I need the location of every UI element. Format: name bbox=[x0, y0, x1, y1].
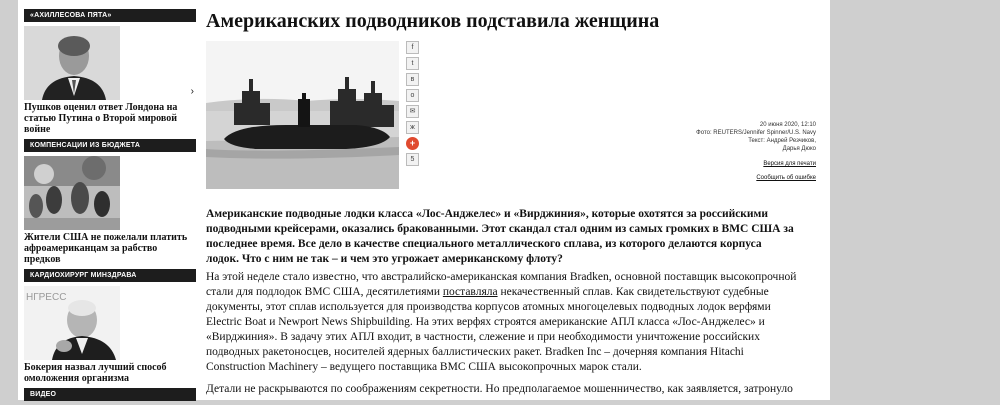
portrait-elder-icon[interactable] bbox=[24, 286, 120, 360]
odnoklassniki-icon[interactable]: о bbox=[406, 89, 419, 102]
vk-icon[interactable]: в bbox=[406, 73, 419, 86]
mail-icon[interactable]: ✉ bbox=[406, 105, 419, 118]
sidebar-heading[interactable]: КАРДИОХИРУРГ МИНЗДРАВА bbox=[24, 269, 196, 282]
article-date: 20 июня 2020, 12:10 bbox=[759, 122, 816, 128]
text-credit: Текст: Андрей Резчиков, bbox=[748, 138, 816, 144]
page bbox=[18, 0, 830, 400]
sidebar-news-item[interactable] bbox=[24, 9, 196, 135]
sidebar-caption[interactable]: Жители США не пожелали платить афроамериканцам за рабство предков bbox=[24, 232, 188, 265]
article-title: Американских подводников подставила женщина bbox=[206, 10, 660, 32]
article-meta bbox=[696, 121, 816, 153]
sidebar-heading[interactable]: ВИДЕО bbox=[24, 388, 196, 401]
sidebar-caption[interactable]: Бокерия назвал лучший способ омоложения организма bbox=[24, 362, 167, 384]
submarine-with-tugboats-photo[interactable] bbox=[206, 41, 399, 189]
more-share-icon[interactable]: + bbox=[406, 137, 419, 150]
paragraph-text: На этой неделе стало известно, что австралийско-американская компания Bradken, основной поставщик высокопрочной стали для подлодок ВМС США, десятилетиями bbox=[206, 271, 797, 298]
sidebar bbox=[24, 9, 196, 405]
sidebar-news-item[interactable] bbox=[24, 139, 196, 265]
inline-link[interactable]: поставляла bbox=[442, 286, 498, 298]
street-crowd-icon[interactable] bbox=[24, 156, 120, 230]
article-paragraph bbox=[206, 270, 806, 375]
print-version-link[interactable]: Версия для печати bbox=[763, 161, 816, 167]
article-tools bbox=[756, 157, 816, 185]
twitter-icon[interactable]: t bbox=[406, 57, 419, 70]
chevron-right-icon[interactable]: › bbox=[190, 86, 194, 97]
livejournal-icon[interactable]: ж bbox=[406, 121, 419, 134]
sidebar-heading[interactable]: КОМПЕНСАЦИИ ИЗ БЮДЖЕТА bbox=[24, 139, 196, 152]
portrait-man-icon[interactable] bbox=[24, 26, 120, 100]
sidebar-news-item[interactable] bbox=[24, 388, 196, 401]
sidebar-heading[interactable]: «АХИЛЛЕСОВА ПЯТА» bbox=[24, 9, 196, 22]
sidebar-caption[interactable]: Пушков оценил ответ Лондона на статью Путина о Второй мировой войне bbox=[24, 102, 178, 135]
article bbox=[206, 9, 816, 395]
author-name: Дарья Дюко bbox=[782, 146, 816, 152]
photo-credit: Фото: REUTERS/Jennifer Spinner/U.S. Navy bbox=[696, 130, 816, 136]
counter-icon: 5 bbox=[406, 153, 419, 166]
article-paragraph: Детали не раскрываются по соображениям секретности. Но предполагаемое мошенничество, как заявляется, затронуло bbox=[206, 383, 793, 395]
sidebar-news-item[interactable] bbox=[24, 269, 196, 384]
facebook-icon[interactable]: f bbox=[406, 41, 419, 54]
article-lead: Американские подводные лодки класса «Лос-Анджелес» и «Вирджиния», которые охотятся за российскими подводными крейсерами, оказались бракованными. Этот скандал стал одним из самых громких в ВМС США за последнее время. Все дело в качестве специального металлического сплава, из которого делаются корпуса лодок. Что с ним не так – и чем это угрожает американскому флоту? bbox=[206, 208, 794, 265]
image-watermark: НГРЕСС bbox=[26, 292, 67, 303]
report-error-link[interactable]: Сообщить об ошибке bbox=[756, 175, 816, 181]
share-bar bbox=[406, 41, 418, 169]
paragraph-text: некачественный сплав. Как свидетельствуют судебные документы, этот сплав используется для производства корпусов атомных многоцелевых подводных лодок верфями Electric Boat и Newport News Shipbuilding. На этих верфях строятся американские АПЛ класса «Лос-Анджелес» и «Вирджиния». В задачу этих АПЛ входит, в частности, слежение и при необходимости уничтожение российских подводных ракетоносцев, носителей ядерных баллистических ракет. Bradken Inc – дочерняя компания Hitachi Construction Machinery – ведущего поставщика ВМС США высокопрочных марок стали. bbox=[206, 286, 771, 373]
